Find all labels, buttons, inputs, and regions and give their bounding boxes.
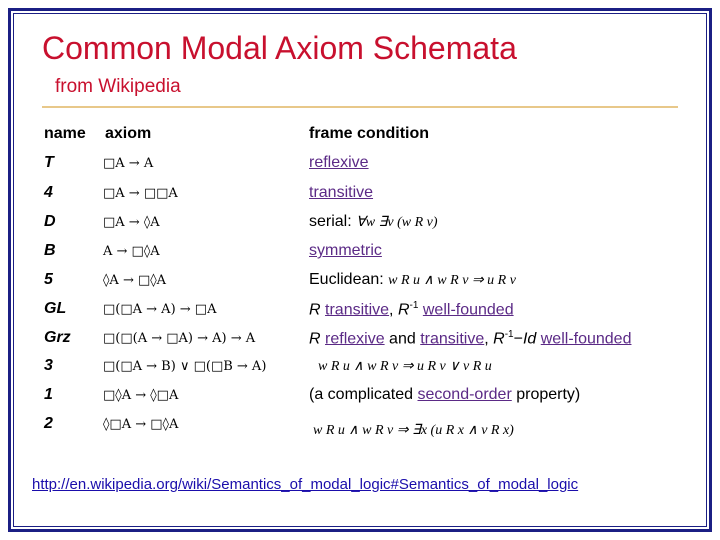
euclidean-label: Euclidean: (309, 271, 384, 288)
inverse-superscript: -1 (504, 329, 514, 340)
row-condition-b (309, 242, 382, 260)
relation-r-inverse: R (493, 330, 505, 348)
row-axiom-t: □A → A (103, 156, 154, 171)
row-name-grz: Grz (44, 329, 71, 346)
column-header-frame-condition: frame condition (309, 125, 430, 142)
row-axiom-1: □◊A → ◊□A (103, 388, 179, 403)
relation-r: R (309, 330, 321, 348)
row-condition-gl (309, 300, 514, 319)
relation-r-inverse: R (397, 301, 410, 319)
row-axiom-b: A → □◊A (103, 244, 160, 259)
link-transitive[interactable]: transitive (309, 184, 374, 201)
row-name-gl: GL (44, 300, 67, 317)
row-name-3: 3 (44, 357, 53, 374)
serial-label: serial: (309, 213, 352, 230)
row-name-5: 5 (44, 271, 53, 288)
row-condition-3 (318, 357, 492, 375)
link-well-founded[interactable]: well-founded (422, 301, 514, 319)
row-condition-d (309, 213, 438, 231)
row-condition-1 (309, 386, 580, 404)
row-name-b: B (44, 242, 56, 259)
link-reflexive[interactable]: reflexive (309, 154, 369, 171)
source-url-link[interactable]: http://en.wikipedia.org/wiki/Semantics_of_modal_logic#Semantics_of_modal_logic (32, 476, 579, 493)
link-transitive[interactable]: transitive (325, 301, 390, 319)
row-axiom-2: ◊□A → □◊A (103, 417, 179, 432)
column-header-name: name (44, 125, 86, 142)
row-name-1: 1 (44, 386, 53, 403)
condition-suffix: property) (516, 386, 581, 403)
link-well-founded[interactable]: well-founded (540, 330, 632, 348)
identity-relation: Id (522, 330, 537, 348)
connectedness-formula: w R u ∧ w R v ⇒ u R v ∨ v R u (318, 359, 492, 374)
minus-sign: − (513, 330, 523, 348)
link-reflexive[interactable]: reflexive (325, 330, 385, 348)
row-condition-5 (309, 271, 516, 289)
slide-title: Common Modal Axiom Schemata (42, 30, 517, 66)
condition-prefix: (a complicated (309, 386, 414, 403)
separator: , (389, 301, 394, 319)
separator: , (484, 330, 489, 348)
conjunction: and (389, 330, 416, 348)
euclidean-formula: w R u ∧ w R v ⇒ u R v (388, 273, 516, 288)
row-condition-grz (309, 329, 631, 348)
title-divider (42, 106, 678, 108)
slide-subtitle: from Wikipedia (55, 76, 181, 97)
row-condition-2 (313, 421, 514, 439)
link-symmetric[interactable]: symmetric (309, 242, 382, 259)
serial-formula: ∀w ∃v (w R v) (356, 215, 438, 230)
row-axiom-d: □A → ◊A (103, 215, 160, 230)
row-condition-4 (309, 184, 373, 202)
row-axiom-3: □(□A → B) ∨ □(□B → A) (103, 359, 267, 374)
row-name-d: D (44, 213, 56, 230)
row-axiom-gl: □(□A → A) → □A (103, 302, 217, 317)
relation-r: R (309, 301, 321, 319)
row-axiom-4: □A → □□A (103, 186, 178, 201)
row-name-2: 2 (44, 415, 53, 432)
link-second-order[interactable]: second-order (417, 386, 512, 403)
row-name-t: T (44, 154, 54, 171)
row-axiom-5: ◊A → □◊A (103, 273, 167, 288)
link-transitive[interactable]: transitive (420, 330, 485, 348)
row-name-4: 4 (44, 184, 53, 201)
convergence-formula: w R u ∧ w R v ⇒ ∃x (u R x ∧ v R x) (313, 423, 514, 438)
inverse-superscript: -1 (409, 300, 419, 311)
row-axiom-grz: □(□(A → □A) → A) → A (103, 331, 256, 346)
column-header-axiom: axiom (105, 125, 152, 142)
row-condition-t (309, 154, 369, 172)
